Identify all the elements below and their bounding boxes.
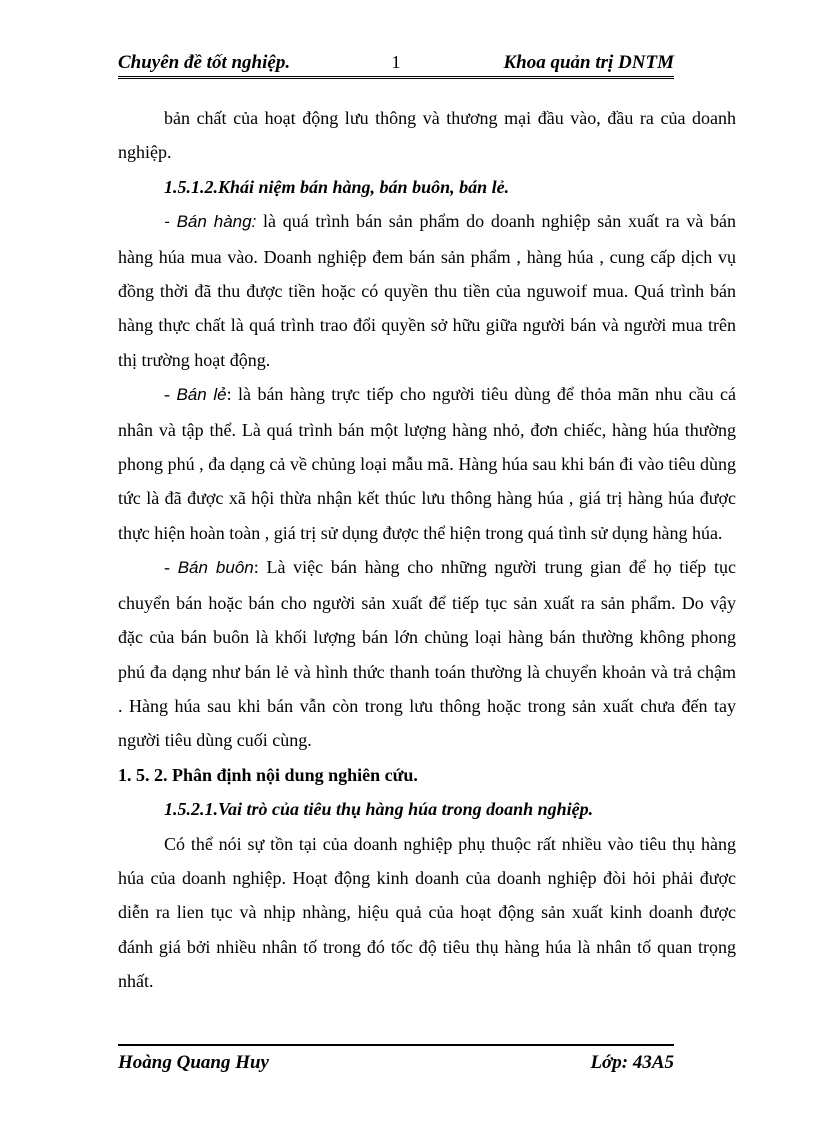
definition-ban-buon: : Là việc bán hàng cho những người trung gian để họ tiếp tục chuyển bán hoặc bán cho người sản xuất để tiếp tục sản xuất ra sản phẩm. Do vậy đặc của bán buôn là khối lượng bán lớn chủng loại hàng bán thường không phong phú đa dạng như bán lẻ và hình thức thanh toán thường là chuyển khoản và trả chậm . Hàng húa sau khi bán vẫn còn trong lưu thông hoặc trong sản xuất chưa đến tay người tiêu dùng cuối cùng. [118,557,736,751]
paragraph-ban-buon [118,550,736,757]
definition-ban-le: : là bán hàng trực tiếp cho người tiêu dùng để thỏa mãn nhu cầu cá nhân và tập thể. Là quá trình bán một lượng hàng nhỏ, đơn chiếc, hàng húa thường phong phú , đa dạng cả về chủng loại mẫu mã. Hàng húa sau khi bán đi vào tiêu dùng tức là đã được xã hội thừa nhận kết thúc lưu thông hàng húa , giá trị hàng húa được thực hiện hoàn toàn , giá trị sử dụng được thể hiện trong quá tình sử dụng hàng húa. [118,384,736,543]
header-faculty: Khoa quản trị DNTM [503,52,674,73]
paragraph-vai-tro: Có thể nói sự tồn tại của doanh nghiệp phụ thuộc rất nhiều vào tiêu thụ hàng húa của doanh nghiệp. Hoạt động kinh doanh của doanh nghiệp đòi hỏi phải được diễn ra lien tục và nhịp nhàng, hiệu quả của hoạt động sản xuất kinh doanh được đánh giá bởi nhiều nhân tố trong đó tốc độ tiêu thụ hàng húa là nhân tố quan trọng nhất. [118,833,736,992]
footer-author: Hoàng Quang Huy [118,1052,269,1073]
heading-1-5-1-2: 1.5.1.2.Khái niệm bán hàng, bán buôn, bán lẻ. [164,176,510,197]
footer-class: Lớp: 43A5 [590,1052,674,1073]
term-ban-hang: - Bán hàng: [164,212,257,232]
header-rule [118,76,674,79]
term-ban-buon: Bán buôn [177,558,254,578]
footer-rule [118,1044,674,1046]
paragraph-ban-le [118,377,736,550]
document-body [118,101,736,999]
bullet-dash: - [164,557,178,578]
page-header [118,52,674,78]
bullet-dash: - [164,384,177,405]
term-ban-le: Bán lẻ [176,385,227,405]
definition-ban-hang: là quá trình bán sản phẩm do doanh nghiệp sản xuất ra và bán hàng húa mua vào. Doanh nghiệp đem bán sản phẩm , hàng húa , cung cấp dịch vụ đồng thời đã thu được tiền hoặc có quyền thu tiền của nguwoif mua. Quá trình bán hàng thực chất là quá trình trao đổi quyền sở hữu giữa người bán và người mua trên thị trường hoạt động. [118,211,737,370]
paragraph-ban-hang [118,204,736,377]
page-footer [118,1052,674,1078]
page-number: 1 [391,52,401,72]
heading-1-5-2: 1. 5. 2. Phân định nội dung nghiên cứu. [118,764,418,785]
paragraph-continuation: bản chất của hoạt động lưu thông và thương mại đầu vào, đầu ra của doanh nghiệp. [118,108,736,163]
header-course-title: Chuyên đề tốt nghiệp. [118,52,291,73]
heading-1-5-2-1: 1.5.2.1.Vai trò của tiêu thụ hàng húa trong doanh nghiệp. [164,799,594,820]
